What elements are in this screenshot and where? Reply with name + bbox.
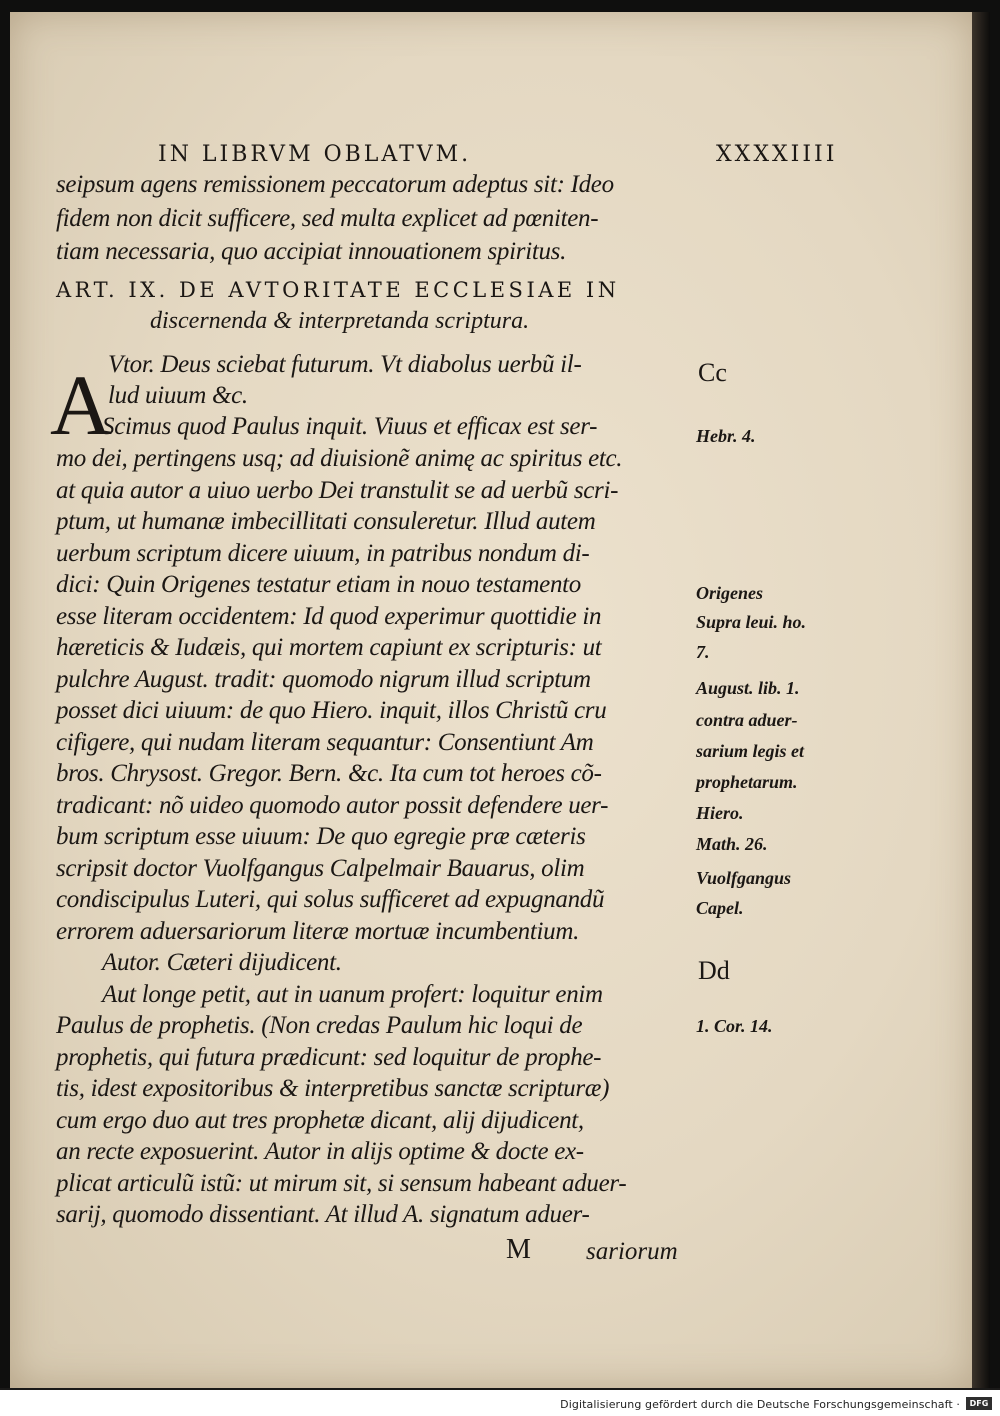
body-line: Scimus quod Paulus inquit. Viuus et efficax est ser-	[102, 413, 598, 440]
marginal-note: Origenes	[696, 583, 763, 603]
body-line: hæreticis & Iudæis, qui mortem capiunt ex scripturis: ut	[56, 634, 602, 661]
running-head-title: IN LIBRVM OBLATVM.	[158, 142, 472, 167]
body-line: Autor. Cæteri dijudicent.	[102, 949, 342, 976]
intro-line: fidem non dicit sufficere, sed multa explicet ad pœniten-	[56, 205, 599, 232]
marginal-note: prophetarum.	[696, 772, 798, 792]
body-line: condiscipulus Luteri, qui solus sufficeret ad expugnandũ	[56, 886, 605, 913]
marginal-note: 7.	[696, 642, 710, 662]
marginal-note: Supra leui. ho.	[696, 612, 807, 632]
drop-line: lud uiuum &c.	[108, 382, 248, 409]
leaf-number: XXXXIIII	[716, 142, 838, 167]
body-line: at quia autor a uiuo uerbo Dei transtulit se ad uerbũ scri-	[56, 477, 619, 504]
body-line: esse literam occidentem: Id quod experimur quottidie in	[56, 603, 602, 630]
drop-capital: A	[50, 357, 113, 453]
intro-line: tiam necessaria, quo accipiat innouationem spiritus.	[56, 238, 567, 265]
body-line: plicat articulũ istũ: ut mirum sit, si sensum habeant aduer-	[56, 1170, 627, 1197]
signature-cc: Cc	[698, 358, 727, 387]
body-line: pulchre August. tradit: quomodo nigrum illud scriptum	[56, 666, 591, 693]
footer-bar	[0, 1390, 1000, 1416]
marginal-note: Math. 26.	[696, 834, 768, 854]
signature-mark: M	[506, 1234, 531, 1265]
body-line: sarij, quomodo dissentiant. At illud A. signatum aduer-	[56, 1201, 590, 1228]
intro-line: seipsum agens remissionem peccatorum adeptus sit: Ideo	[56, 171, 614, 198]
marginal-note: Vuolfgangus	[696, 868, 792, 888]
body-line: prophetis, qui futura prædicunt: sed loquitur de prophe-	[56, 1044, 602, 1071]
catchword: sariorum	[586, 1238, 678, 1265]
book-page	[10, 12, 974, 1388]
body-line: cifigere, qui nudam literam sequantur: Consentiunt Am	[56, 729, 594, 756]
body-line: bum scriptum esse uiuum: De quo egregie præ cæteris	[56, 823, 586, 850]
marginal-note: Capel.	[696, 898, 744, 918]
marginal-note: 1. Cor. 14.	[696, 1016, 773, 1036]
marginal-note: sarium legis et	[696, 741, 805, 761]
body-line: uerbum scriptum dicere uiuum, in patribus nondum di-	[56, 540, 590, 567]
body-line: scripsit doctor Vuolfgangus Calpelmair Bauarus, olim	[56, 855, 585, 882]
body-line: an recte exposuerint. Autor in alijs optime & docte ex-	[56, 1138, 584, 1165]
body-line: tradicant: nõ uideo quomodo autor possit defendere uer-	[56, 792, 609, 819]
body-line: Paulus de prophetis. (Non credas Paulum hic loqui de	[56, 1012, 583, 1039]
dfg-logo: DFG	[966, 1397, 992, 1410]
drop-line: Vtor. Deus sciebat futurum. Vt diabolus uerbũ il-	[108, 351, 582, 378]
marginal-note: contra aduer-	[696, 710, 798, 730]
marginal-note: Hebr. 4.	[696, 426, 756, 446]
running-head	[158, 142, 838, 167]
body-line: tis, idest expositoribus & interpretibus sanctæ scripturæ)	[56, 1075, 610, 1102]
book-spine-shadow	[972, 12, 990, 1388]
body-line: posset dici uiuum: de quo Hiero. inquit, illos Christũ cru	[56, 697, 607, 724]
article-heading: ART. IX. DE AVTORITATE ECCLESIAE IN	[56, 278, 620, 302]
body-line: bros. Chrysost. Gregor. Bern. &c. Ita cum tot heroes cõ-	[56, 760, 602, 787]
body-line: dici: Quin Origenes testatur etiam in nouo testamento	[56, 571, 582, 598]
body-line: ptum, ut humanæ imbecillitati consuleretur. Illud autem	[56, 508, 596, 535]
article-subheading: discernenda & interpretanda scriptura.	[150, 308, 530, 334]
funding-credit: Digitalisierung gefördert durch die Deutsche Forschungsgemeinschaft ·	[560, 1398, 960, 1411]
body-line: Aut longe petit, aut in uanum profert: loquitur enim	[102, 981, 603, 1008]
signature-dd: Dd	[698, 956, 730, 985]
body-line: mo dei, pertingens usq; ad diuisionẽ animę ac spiritus etc.	[56, 445, 623, 472]
marginal-note: Hiero.	[696, 803, 744, 823]
body-line: cum ergo duo aut tres prophetæ dicant, alij dijudicent,	[56, 1107, 584, 1134]
marginal-note: August. lib. 1.	[696, 678, 800, 698]
body-line: errorem aduersariorum literæ mortuæ incumbentium.	[56, 918, 580, 945]
